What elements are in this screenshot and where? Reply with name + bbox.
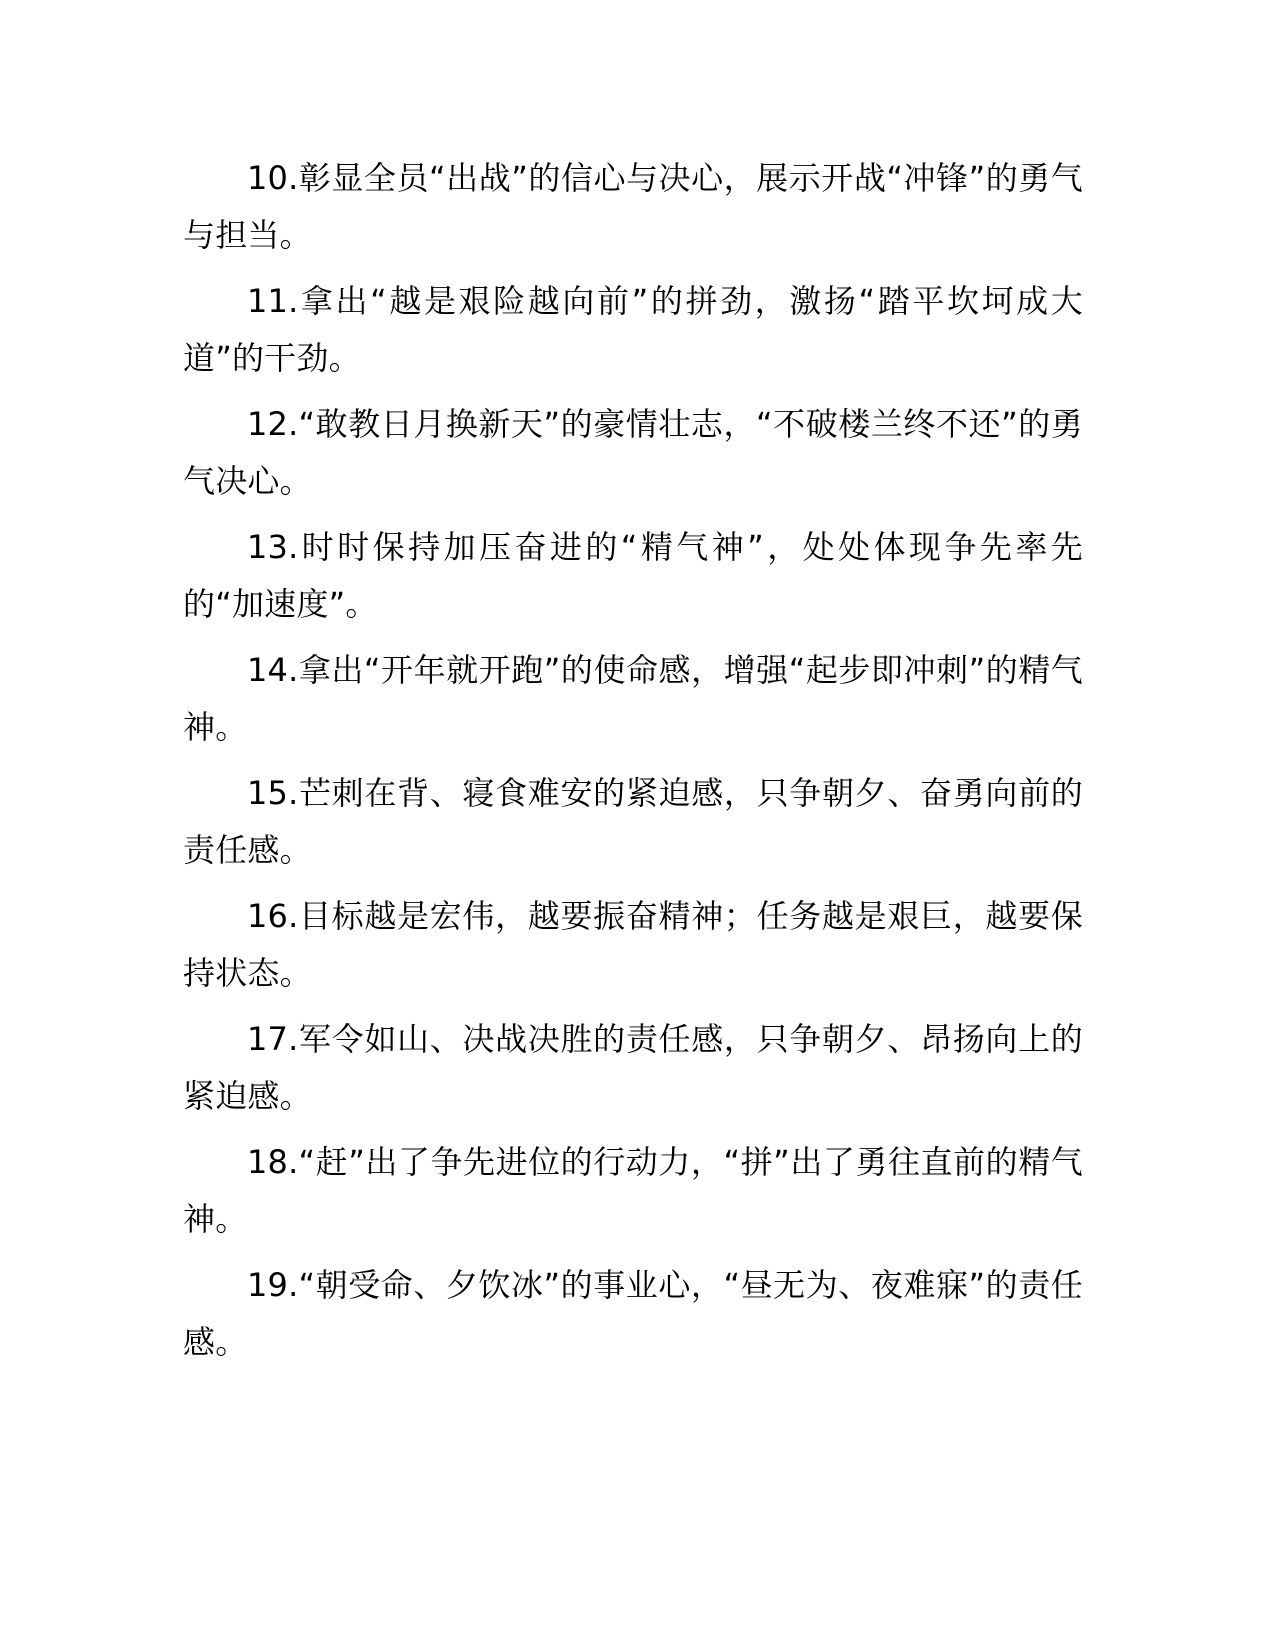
paragraph-item-17: 17.军令如山、决战决胜的责任感，只争朝夕、昂扬向上的紧迫感。	[183, 1020, 1083, 1115]
paragraph-item-14: 14.拿出“开年就开跑”的使命感，增强“起步即冲刺”的精气神。	[183, 651, 1083, 746]
paragraph-item-13: 13.时时保持加压奋进的“精气神”，处处体现争先率先的“加速度”。	[183, 528, 1083, 623]
paragraph-item-10: 10.彰显全员“出战”的信心与决心，展示开战“冲锋”的勇气与担当。	[183, 159, 1083, 254]
document-body	[183, 150, 1083, 1380]
paragraph-item-18: 18.“赶”出了争先进位的行动力，“拼”出了勇往直前的精气神。	[183, 1143, 1083, 1238]
paragraph-item-12: 12.“敢教日月换新天”的豪情壮志，“不破楼兰终不还”的勇气决心。	[183, 405, 1083, 500]
paragraph-item-16: 16.目标越是宏伟，越要振奋精神；任务越是艰巨，越要保持状态。	[183, 897, 1083, 992]
paragraph-item-11: 11.拿出“越是艰险越向前”的拼劲，激扬“踏平坎坷成大道”的干劲。	[183, 282, 1083, 377]
paragraph-item-15: 15.芒刺在背、寝食难安的紧迫感，只争朝夕、奋勇向前的责任感。	[183, 774, 1083, 869]
paragraph-item-19: 19.“朝受命、夕饮冰”的事业心，“昼无为、夜难寐”的责任感。	[183, 1266, 1083, 1361]
